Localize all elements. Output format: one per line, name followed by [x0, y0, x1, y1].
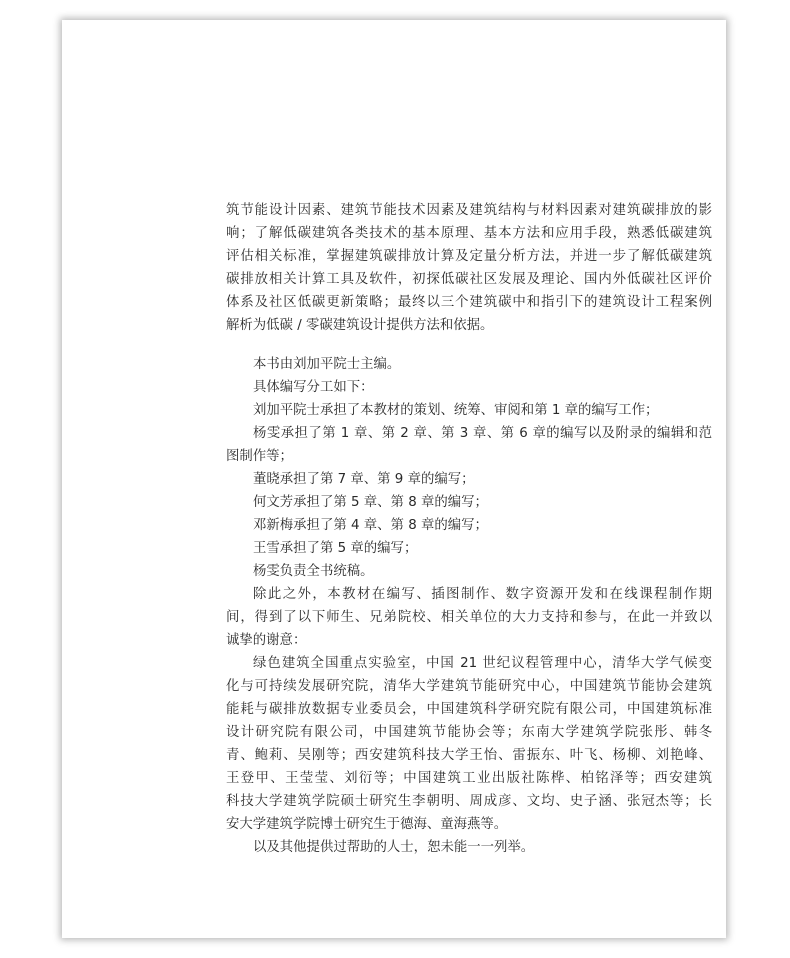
division-item: 杨雯负责全书统稿。: [253, 564, 374, 579]
division-item: 邓新梅承担了第 4 章、第 8 章的编写；: [253, 518, 488, 533]
thanks-list-line: 能耗与碳排放数据专业委员会，中国建筑科学研究院有限公司，中国建筑标准: [226, 702, 712, 717]
division-item: 刘加平院士承担了本教材的策划、统筹、审阅和第 1 章的编写工作；: [253, 403, 659, 418]
acknowledgement-line: 除此之外，本教材在编写、插图制作、数字资源开发和在线课程制作期: [253, 587, 712, 602]
thanks-list-line: 绿色建筑全国重点实验室，中国 21 世纪议程管理中心，清华大学气候变: [253, 656, 712, 671]
thanks-list-line: 青、鲍莉、吴刚等；西安建筑科技大学王怡、雷振东、叶飞、杨柳、刘艳峰、: [226, 748, 712, 763]
division-item: 何文芳承担了第 5 章、第 8 章的编写；: [253, 495, 488, 510]
editor-statement: 本书由刘加平院士主编。: [253, 357, 401, 372]
body-line: 碳排放相关计算工具及软件，初探低碳社区发展及理论、国内外低碳社区评价: [226, 272, 712, 287]
body-line: 评估相关标准，掌握建筑碳排放计算及定量分析方法，并进一步了解低碳建筑: [226, 249, 712, 264]
body-line: 筑节能设计因素、建筑节能技术因素及建筑结构与材料因素对建筑碳排放的影: [226, 203, 712, 218]
acknowledgement-line: 诚挚的谢意：: [226, 633, 307, 648]
thanks-list-line: 科技大学建筑学院硕士研究生李朝明、周成彦、文均、史子涵、张冠杰等；长: [226, 794, 712, 809]
acknowledgement-line: 间，得到了以下师生、兄弟院校、相关单位的大力支持和参与，在此一并致以: [226, 610, 712, 625]
thanks-list-line: 设计研究院有限公司，中国建筑节能协会等；东南大学建筑学院张彤、韩冬: [226, 725, 712, 740]
body-line: 体系及社区低碳更新策略；最终以三个建筑碳中和指引下的建筑设计工程案例: [226, 295, 712, 310]
closing-line: 以及其他提供过帮助的人士，恕未能一一列举。: [253, 840, 535, 855]
thanks-list-line: 安大学建筑学院博士研究生于德海、童海燕等。: [226, 817, 508, 832]
body-line: 响；了解低碳建筑各类技术的基本原理、基本方法和应用手段，熟悉低碳建筑: [226, 226, 712, 241]
thanks-list-line: 王登甲、王莹莹、刘衍等；中国建筑工业出版社陈桦、柏铭泽等；西安建筑: [226, 771, 712, 786]
division-item: 杨雯承担了第 1 章、第 2 章、第 3 章、第 6 章的编写以及附录的编辑和范: [253, 426, 712, 441]
division-item-continuation: 图制作等；: [226, 449, 293, 464]
division-item: 王雪承担了第 5 章的编写；: [253, 541, 418, 556]
body-line: 解析为低碳 / 零碳建筑设计提供方法和依据。: [226, 318, 494, 333]
thanks-list-line: 化与可持续发展研究院，清华大学建筑节能研究中心，中国建筑节能协会建筑: [226, 679, 712, 694]
division-item: 董晓承担了第 7 章、第 9 章的编写；: [253, 472, 475, 487]
division-heading: 具体编写分工如下：: [253, 380, 374, 395]
document-page: [62, 20, 726, 938]
